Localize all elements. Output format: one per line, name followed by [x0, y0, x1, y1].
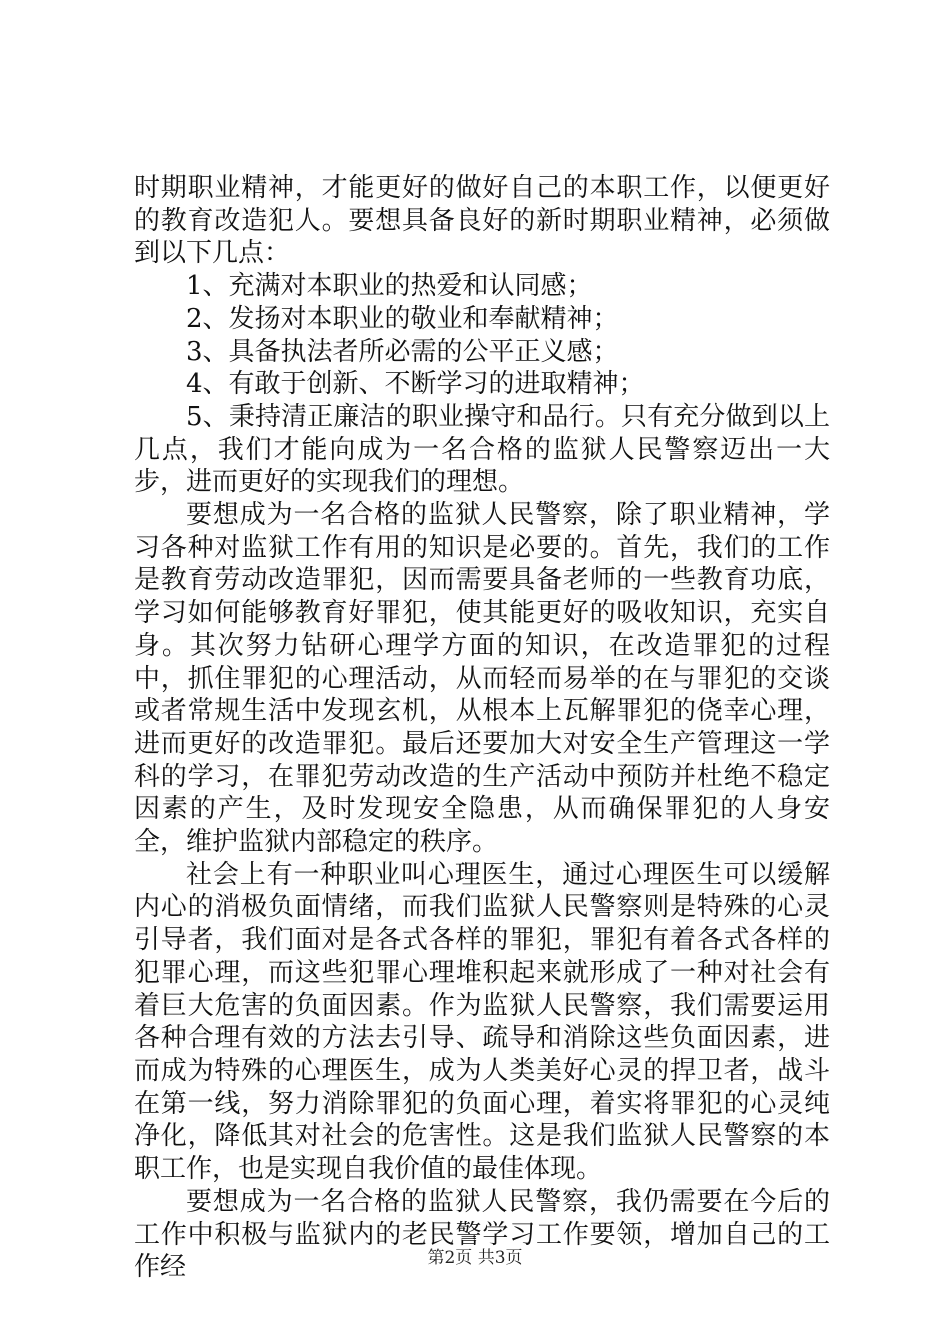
list-item-3: 3、具备执法者所必需的公平正义感；: [186, 336, 619, 367]
list-item-2: 2、发扬对本职业的敬业和奉献精神；: [186, 303, 619, 334]
paragraph-knowledge: 要想成为一名合格的监狱人民警察，除了职业精神，学习各种对监狱工作有用的知识是必要的。首先，我们的工作是教育劳动改造罪犯，因而需要具备老师的一些教育功底，学习如何能够教育好罪犯，使其能更好的吸收知识，充实自身。其次努力钻研心理学方面的知识，在改造罪犯的过程中，抓住罪犯的心理活动，从而轻而易举的在与罪犯的交谈或者常规生活中发现玄机，从根本上瓦解罪犯的侥幸心理，进而更好的改造罪犯。最后还要加大对安全生产管理这一学科的学习，在罪犯劳动改造的生产活动中预防并杜绝不稳定因素的产生，及时发现安全隐患，从而确保罪犯的人身安全，维护监狱内部稳定的秩序。: [134, 500, 830, 858]
paragraph-psychology: 社会上有一种职业叫心理医生，通过心理医生可以缓解内心的消极负面情绪，而我们监狱人民警察则是特殊的心灵引导者，我们面对是各式各样的罪犯，罪犯有着各式各样的犯罪心理，而这些犯罪心理堆积起来就形成了一种对社会有着巨大危害的负面因素。作为监狱人民警察，我们需要运用各种合理有效的方法去引导、疏导和消除这些负面因素，进而成为特殊的心理医生，成为人类美好心灵的捍卫者，战斗在第一线，努力消除罪犯的负面心理，着实将罪犯的心灵纯净化，降低其对社会的危害性。这是我们监狱人民警察的本职工作，也是实现自我价值的最佳体现。: [134, 859, 830, 1185]
paragraph-continuation: 时期职业精神，才能更好的做好自己的本职工作，以便更好的教育改造犯人。要想具备良好的新时期职业精神，必须做到以下几点：: [134, 173, 830, 269]
page-footer: 第2页 共3页: [427, 1248, 523, 1268]
list-item-5: 5、秉持清正廉洁的职业操守和品行。只有充分做到以上几点，我们才能向成为一名合格的监狱人民警察迈出一大步，进而更好的实现我们的理想。: [134, 401, 830, 498]
paragraph-future-learning: 要想成为一名合格的监狱人民警察，我仍需要在今后的工作中积极与监狱内的老民警学习工作要领，增加自己的工作经: [134, 1186, 830, 1283]
list-item-4: 4、有敢于创新、不断学习的进取精神；: [186, 369, 645, 400]
list-item-1: 1、充满对本职业的热爱和认同感；: [186, 271, 593, 302]
document-body: [134, 172, 830, 1284]
